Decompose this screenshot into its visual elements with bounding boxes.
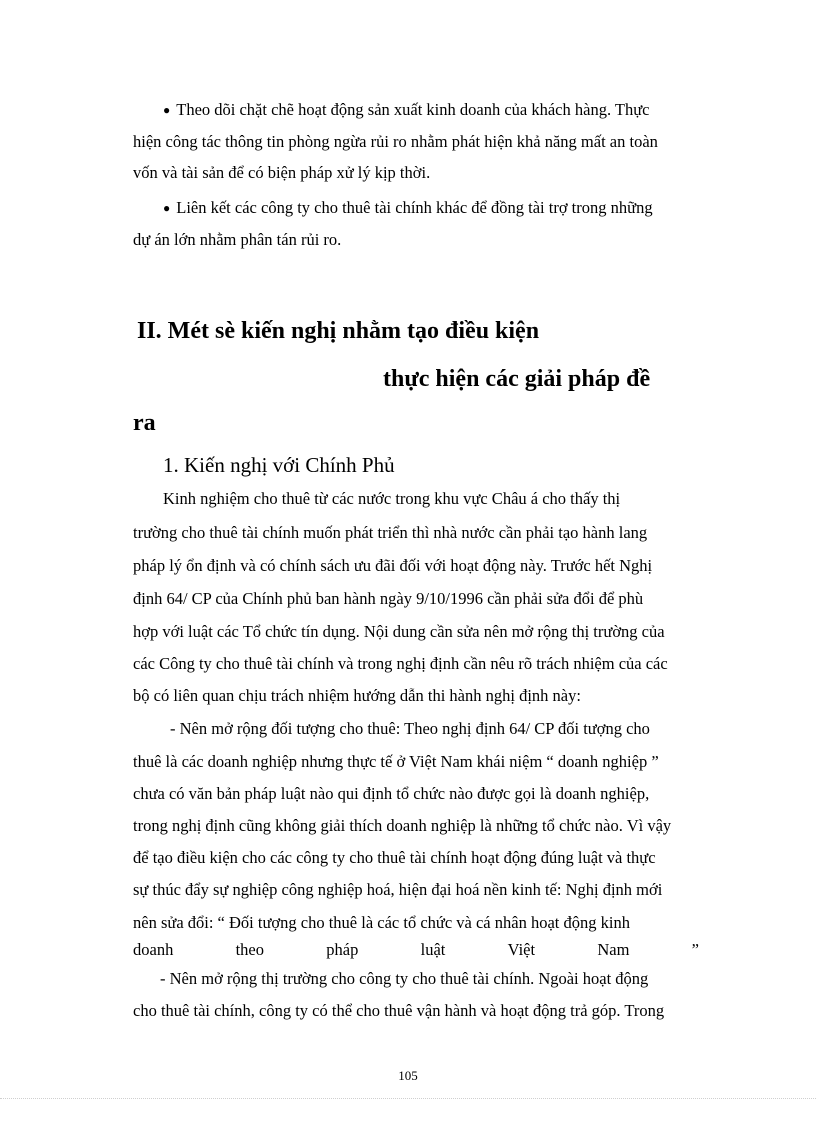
subheading: 1. Kiến nghị với Chính Phủ <box>163 453 395 477</box>
bullet-item-2-line-1: ● Liên kết các công ty cho thuê tài chính khác để đồng tài trợ trong những <box>163 198 653 217</box>
paragraph-1-line-7: bộ có liên quan chịu trách nhiệm hướng dẫn thi hành nghị định này: <box>133 686 581 705</box>
bullet-item-2-line-2: dự án lớn nhằm phân tán rủi ro. <box>133 230 342 249</box>
paragraph-2-line-8: doanh theo pháp luật Việt Nam ” <box>133 940 699 959</box>
page-number: 105 <box>398 1068 418 1083</box>
paragraph-2-line-1: - Nên mở rộng đối tượng cho thuê: Theo nghị định 64/ CP đối tượng cho <box>170 719 650 738</box>
paragraph-3-line-2: cho thuê tài chính, công ty có thể cho thuê vận hành và hoạt động trả góp. Trong <box>133 1001 665 1020</box>
bullet-item-1-line-3: vốn và tài sản để có biện pháp xử lý kịp thời. <box>133 163 431 182</box>
paragraph-2-line-5: để tạo điều kiện cho các công ty cho thuê tài chính hoạt động đúng luật và thực <box>133 848 656 867</box>
paragraph-1-line-4: định 64/ CP của Chính phủ ban hành ngày 9/10/1996 cần phải sửa đổi để phù <box>133 589 644 608</box>
paragraph-2-line-7: nên sửa đổi: “ Đối tượng cho thuê là các tổ chức và cá nhân hoạt động kinh <box>133 913 630 932</box>
paragraph-1-line-3: pháp lý ổn định và có chính sách ưu đãi đối với hoạt động này. Trước hết Nghị <box>133 556 653 575</box>
paragraph-2-line-6: sự thúc đẩy sự nghiệp công nghiệp hoá, hiện đại hoá nền kinh tế: Nghị định mới <box>133 880 663 899</box>
paragraph-1-line-2: trường cho thuê tài chính muốn phát triển thì nhà nước cần phải tạo hành lang <box>133 523 648 542</box>
bullet-item-1-line-1: ● Theo dõi chặt chẽ hoạt động sản xuất kinh doanh của khách hàng. Thực <box>163 100 650 119</box>
bullet-icon: ● <box>163 103 171 117</box>
page-divider <box>0 1098 816 1099</box>
bullet-icon: ● <box>163 201 171 215</box>
bullet-item-1-line-2: hiện công tác thông tin phòng ngừa rủi ro nhằm phát hiện khả năng mất an toàn <box>133 132 658 151</box>
section-heading-line-1: II. Mét sè kiến nghị nhằm tạo điều kiện <box>137 318 540 344</box>
paragraph-2-line-3: chưa có văn bản pháp luật nào qui định tổ chức nào được gọi là doanh nghiệp, <box>133 784 650 803</box>
section-heading-line-2: thực hiện các giải pháp đề <box>383 366 651 392</box>
paragraph-2-line-4: trong nghị định cũng không giải thích doanh nghiệp là những tổ chức nào. Vì vậy <box>133 816 672 835</box>
paragraph-2-line-2: thuê là các doanh nghiệp nhưng thực tế ở Việt Nam khái niệm “ doanh nghiệp ” <box>133 752 659 771</box>
section-heading-line-3: ra <box>133 410 156 436</box>
paragraph-1-line-5: hợp với luật các Tổ chức tín dụng. Nội dung cần sửa nên mở rộng thị trường của <box>133 622 665 641</box>
paragraph-3-line-1: - Nên mở rộng thị trường cho công ty cho thuê tài chính. Ngoài hoạt động <box>160 969 649 988</box>
paragraph-1-line-6: các Công ty cho thuê tài chính và trong nghị định cần nêu rõ trách nhiệm của các <box>133 654 668 673</box>
paragraph-1-line-1: Kinh nghiệm cho thuê từ các nước trong khu vực Châu á cho thấy thị <box>163 489 621 508</box>
